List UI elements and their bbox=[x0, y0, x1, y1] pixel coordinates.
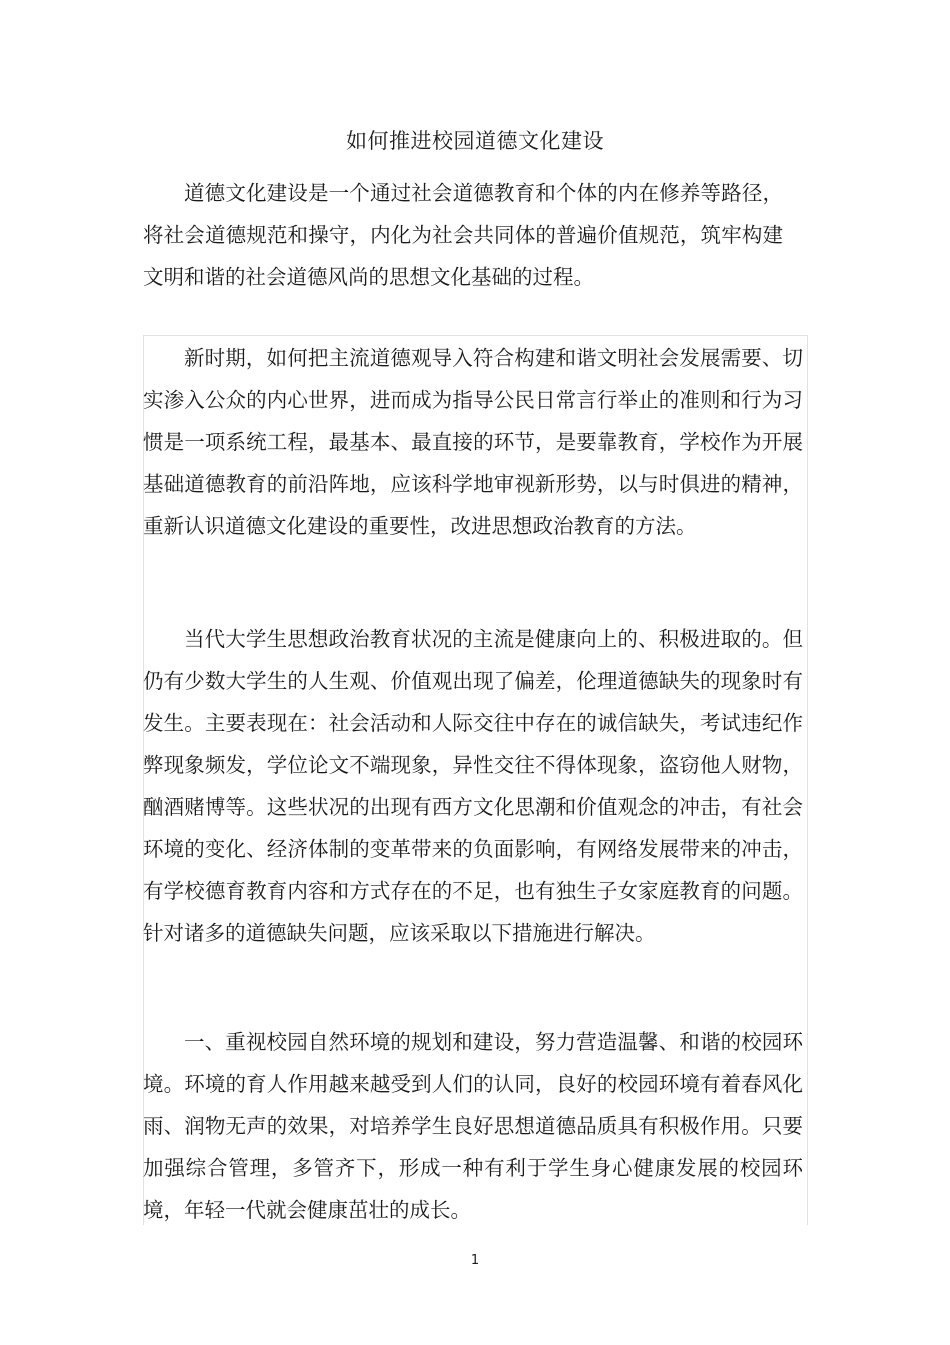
text-frame-top-border bbox=[143, 335, 808, 336]
intro-paragraph: 道德文化建设是一个通过社会道德教育和个体的内在修养等路径，将社会道德规范和操守，内化为社会共同体的普遍价值规范，筑牢构建文明和谐的社会道德风尚的思想文化基础的过程。 bbox=[143, 181, 783, 289]
text-frame-right-border bbox=[807, 335, 808, 1225]
document-title: 如何推进校园道德文化建设 bbox=[346, 129, 604, 153]
page-number: 1 bbox=[470, 1253, 480, 1268]
body-paragraph: 当代大学生思想政治教育状况的主流是健康向上的、积极进取的。但仍有少数大学生的人生观、价值观出现了偏差，伦理道德缺失的现象时有发生。主要表现在：社会活动和人际交往中存在的诚信缺失，考试违纪作弊现象频发，学位论文不端现象，异性交往不得体现象，盗窃他人财物，酗酒赌博等。这些状况的出现有西方文化思潮和价值观念的冲击，有社会环境的变化、经济体制的变革带来的负面影响，有网络发展带来的冲击，有学校德育教育内容和方式存在的不足，也有独生子女家庭教育的问题。针对诸多的道德缺失问题，应该采取以下措施进行解决。 bbox=[143, 627, 803, 945]
body-paragraph: 一、重视校园自然环境的规划和建设，努力营造温馨、和谐的校园环境。环境的育人作用越来越受到人们的认同，良好的校园环境有着春风化雨、润物无声的效果，对培养学生良好思想道德品质具有积极作用。只要加强综合管理，多管齐下，形成一种有利于学生身心健康发展的校园环境，年轻一代就会健康茁壮的成长。 bbox=[143, 1030, 803, 1222]
body-paragraph: 新时期，如何把主流道德观导入符合构建和谐文明社会发展需要、切实渗入公众的内心世界，进而成为指导公民日常言行举止的准则和行为习惯是一项系统工程，最基本、最直接的环节，是要靠教育，学校作为开展基础道德教育的前沿阵地，应该科学地审视新形势，以与时俱进的精神，重新认识道德文化建设的重要性，改进思想政治教育的方法。 bbox=[143, 346, 803, 538]
